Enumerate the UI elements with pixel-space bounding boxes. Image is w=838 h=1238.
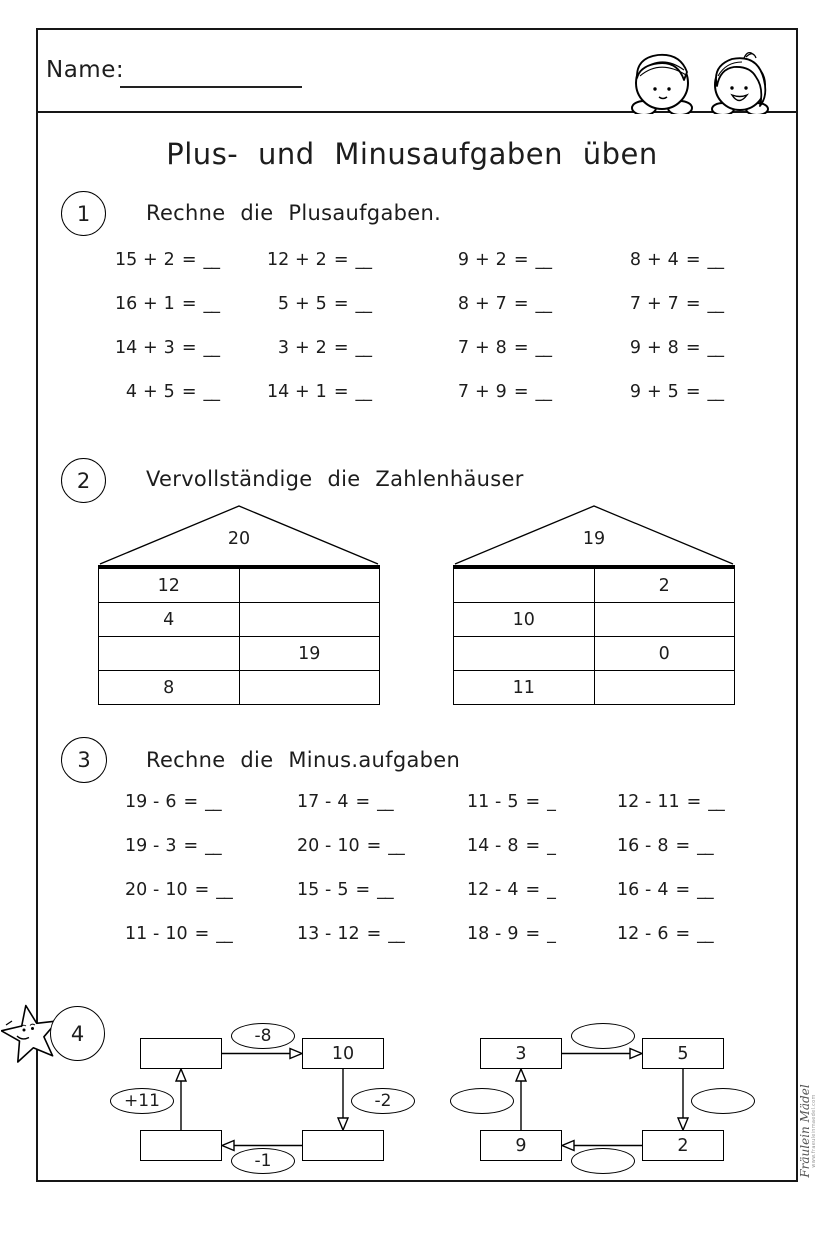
plus-problem (115, 294, 267, 314)
minus-sign: - (325, 792, 332, 812)
author-name: Fräulein Mädel (798, 1084, 812, 1178)
answer-blank: __ (203, 338, 219, 358)
operand-a: 20 (297, 836, 320, 856)
author-website: www.fraeuleinmaedel.com (811, 1094, 818, 1168)
answer-blank: __ (216, 880, 232, 900)
minus-problem (297, 924, 467, 944)
answer-blank: _ (547, 880, 555, 900)
minus-sign: - (325, 924, 332, 944)
plus-sign: + (475, 382, 490, 402)
number-house-2 (453, 503, 735, 705)
plus-sign: + (475, 338, 490, 358)
operand-b: 4 (507, 880, 519, 900)
chain-operation-right (691, 1088, 755, 1114)
operand-b: 8 (507, 836, 519, 856)
operand-a: 8 (629, 250, 641, 270)
operand-b: 7 (495, 294, 507, 314)
operand-a: 7 (629, 294, 641, 314)
plus-sign: + (475, 250, 490, 270)
house-cell-left (99, 637, 240, 670)
operand-b: 8 (657, 836, 669, 856)
house-row (99, 603, 379, 637)
chain-operation-top: -8 (231, 1023, 295, 1049)
equals-sign: = (181, 294, 197, 314)
operand-a: 9 (629, 338, 641, 358)
chain-operation-top (571, 1023, 635, 1049)
answer-blank: _ (547, 792, 555, 812)
chain-box-top-left (140, 1038, 222, 1069)
plus-sign: + (647, 294, 662, 314)
chain-operation-right: -2 (351, 1088, 415, 1114)
operand-b: 7 (667, 294, 679, 314)
plus-problem (447, 382, 619, 402)
minus-problem (125, 792, 297, 812)
answer-blank: __ (697, 880, 713, 900)
minus-problem (467, 836, 617, 856)
answer-blank: __ (203, 250, 219, 270)
plus-problem (619, 382, 759, 402)
answer-blank: __ (205, 836, 221, 856)
house-cell-right: 0 (658, 643, 670, 664)
operand-a: 19 (125, 792, 148, 812)
task-number-3: 3 (61, 737, 107, 783)
task-number-1: 1 (61, 191, 106, 236)
answer-blank: __ (535, 338, 551, 358)
equals-sign: = (181, 382, 197, 402)
plus-sign: + (295, 250, 310, 270)
house-cell-left: 10 (454, 603, 595, 636)
plus-problem (447, 250, 619, 270)
operand-a: 12 (467, 880, 490, 900)
equals-sign: = (525, 836, 541, 856)
house-cell-left (454, 569, 595, 602)
equals-sign: = (685, 382, 701, 402)
minus-sign: - (325, 880, 332, 900)
plus-problem (267, 250, 447, 270)
chain-box-top-right: 10 (302, 1038, 384, 1069)
operand-b: 6 (165, 792, 177, 812)
plus-sign: + (647, 382, 662, 402)
house-row (99, 671, 379, 704)
chain-operation-left: +11 (110, 1088, 174, 1114)
answer-blank: __ (697, 836, 713, 856)
chain-box-bottom-left (140, 1130, 222, 1161)
operand-a: 13 (297, 924, 320, 944)
equals-sign: = (686, 792, 702, 812)
author-branding (799, 1076, 818, 1186)
operand-b: 8 (495, 338, 507, 358)
plus-sign: + (143, 338, 158, 358)
operand-b: 9 (507, 924, 519, 944)
plus-problem (619, 294, 759, 314)
house-row (454, 603, 734, 637)
equals-sign: = (183, 836, 199, 856)
operand-b: 2 (163, 250, 175, 270)
name-label: Name: (46, 57, 125, 83)
answer-blank: __ (216, 924, 232, 944)
chain-operation-bottom (571, 1148, 635, 1174)
operand-a: 15 (297, 880, 320, 900)
answer-blank: __ (707, 294, 723, 314)
house-cell-left: 12 (99, 569, 240, 602)
equals-sign: = (181, 338, 197, 358)
minus-problem (125, 924, 297, 944)
operand-a: 5 (277, 294, 289, 314)
operand-a: 9 (457, 250, 469, 270)
operand-a: 8 (457, 294, 469, 314)
operand-a: 19 (125, 836, 148, 856)
house-row (99, 569, 379, 603)
equals-sign: = (675, 836, 691, 856)
equals-sign: = (366, 836, 382, 856)
operand-b: 10 (165, 924, 188, 944)
plus-sign: + (143, 250, 158, 270)
plus-problem (447, 338, 619, 358)
equals-sign: = (513, 294, 529, 314)
plus-sign: + (295, 382, 310, 402)
house-cell-right: 2 (658, 575, 670, 596)
answer-blank: __ (388, 924, 404, 944)
arithmetic-chain-2 (450, 1022, 762, 1180)
minus-problem (467, 792, 617, 812)
name-blank-line (120, 60, 302, 88)
plus-problem (267, 382, 447, 402)
equals-sign: = (194, 880, 210, 900)
operand-b: 9 (495, 382, 507, 402)
minus-sign: - (153, 924, 160, 944)
operand-a: 12 (267, 250, 290, 270)
operand-a: 12 (617, 792, 640, 812)
house-cell-left: 8 (99, 671, 240, 704)
operand-a: 4 (125, 382, 137, 402)
operand-a: 16 (115, 294, 138, 314)
minus-problem (125, 836, 297, 856)
plus-sign: + (295, 294, 310, 314)
house-cell-right (595, 671, 735, 704)
equals-sign: = (513, 382, 529, 402)
operand-a: 11 (125, 924, 148, 944)
equals-sign: = (355, 880, 371, 900)
equals-sign: = (685, 294, 701, 314)
minus-sign: - (495, 880, 502, 900)
plus-sign: + (647, 250, 662, 270)
house-row (454, 671, 734, 704)
operand-a: 14 (267, 382, 290, 402)
equals-sign: = (685, 338, 701, 358)
operand-b: 8 (667, 338, 679, 358)
number-house-1 (98, 503, 380, 705)
operand-a: 17 (297, 792, 320, 812)
operand-b: 6 (657, 924, 669, 944)
operand-b: 2 (495, 250, 507, 270)
operand-a: 11 (467, 792, 490, 812)
equals-sign: = (183, 792, 199, 812)
house-cell-right: 19 (298, 643, 321, 664)
house-table (453, 565, 735, 705)
operand-a: 18 (467, 924, 490, 944)
house-row (99, 637, 379, 671)
chain-box-top-right: 5 (642, 1038, 724, 1069)
operand-a: 16 (617, 836, 640, 856)
plus-problem (267, 294, 447, 314)
operand-b: 5 (667, 382, 679, 402)
house-cell-right (240, 569, 380, 602)
house-row (454, 637, 734, 671)
minus-problem (297, 792, 467, 812)
equals-sign: = (181, 250, 197, 270)
answer-blank: __ (355, 382, 371, 402)
operand-b: 2 (315, 250, 327, 270)
children-peeking-icon (622, 46, 780, 114)
answer-blank: _ (547, 924, 555, 944)
operand-b: 4 (337, 792, 349, 812)
minus-problem (297, 880, 467, 900)
house-cell-left: 11 (454, 671, 595, 704)
plus-sign: + (295, 338, 310, 358)
operand-b: 1 (163, 294, 175, 314)
minus-problem (467, 924, 617, 944)
minus-problem (617, 880, 765, 900)
equals-sign: = (513, 338, 529, 358)
minus-sign: - (153, 836, 160, 856)
operand-b: 5 (337, 880, 349, 900)
operand-a: 14 (115, 338, 138, 358)
minus-sign: - (495, 836, 502, 856)
minus-sign: - (153, 792, 160, 812)
equals-sign: = (685, 250, 701, 270)
chain-operation-bottom: -1 (231, 1148, 295, 1174)
equals-sign: = (366, 924, 382, 944)
task2-heading: Vervollständige die Zahlenhäuser (146, 467, 524, 491)
operand-a: 9 (629, 382, 641, 402)
plus-problem (267, 338, 447, 358)
plus-sign: + (647, 338, 662, 358)
answer-blank: __ (535, 382, 551, 402)
plus-sign: + (143, 294, 158, 314)
operand-a: 7 (457, 382, 469, 402)
operand-a: 3 (277, 338, 289, 358)
chain-box-bottom-left: 9 (480, 1130, 562, 1161)
equals-sign: = (355, 792, 371, 812)
answer-blank: __ (707, 382, 723, 402)
plus-sign: + (143, 382, 158, 402)
operand-b: 4 (657, 880, 669, 900)
equals-sign: = (525, 792, 541, 812)
answer-blank: __ (707, 338, 723, 358)
operand-a: 14 (467, 836, 490, 856)
arithmetic-chain-1 (110, 1022, 422, 1180)
minus-problem (125, 880, 297, 900)
answer-blank: __ (203, 294, 219, 314)
answer-blank: __ (708, 792, 724, 812)
operand-b: 2 (315, 338, 327, 358)
operand-b: 5 (507, 792, 519, 812)
minus-problems-grid (125, 780, 765, 956)
operand-a: 12 (617, 924, 640, 944)
minus-problem (297, 836, 467, 856)
equals-sign: = (525, 924, 541, 944)
house-row (454, 569, 734, 603)
plus-problem (619, 250, 759, 270)
answer-blank: __ (535, 294, 551, 314)
minus-problem (617, 924, 765, 944)
task-number-4: 4 (50, 1006, 105, 1061)
house-roof-sum: 20 (227, 529, 251, 549)
equals-sign: = (525, 880, 541, 900)
minus-sign: - (645, 836, 652, 856)
plus-problem (447, 294, 619, 314)
operand-b: 11 (657, 792, 680, 812)
task3-heading: Rechne die Minus.aufgaben (146, 748, 461, 772)
house-cell-left (454, 637, 595, 670)
answer-blank: __ (697, 924, 713, 944)
house-cell-right (240, 671, 380, 704)
minus-sign: - (645, 924, 652, 944)
house-table (98, 565, 380, 705)
operand-b: 3 (163, 338, 175, 358)
house-roof-sum: 19 (582, 529, 606, 549)
minus-sign: - (645, 880, 652, 900)
page-title: Plus- und Minusaufgaben üben (166, 137, 658, 171)
equals-sign: = (513, 250, 529, 270)
plus-problem (115, 382, 267, 402)
minus-sign: - (325, 836, 332, 856)
answer-blank: __ (355, 294, 371, 314)
operand-b: 1 (315, 382, 327, 402)
answer-blank: _ (547, 836, 555, 856)
equals-sign: = (675, 924, 691, 944)
answer-blank: __ (377, 792, 393, 812)
operand-a: 20 (125, 880, 148, 900)
chain-box-bottom-right: 2 (642, 1130, 724, 1161)
plus-problem (115, 338, 267, 358)
plus-problem (619, 338, 759, 358)
answer-blank: __ (355, 250, 371, 270)
minus-sign: - (645, 792, 652, 812)
operand-b: 12 (337, 924, 360, 944)
equals-sign: = (333, 338, 349, 358)
answer-blank: __ (377, 880, 393, 900)
operand-b: 4 (667, 250, 679, 270)
operand-a: 15 (115, 250, 138, 270)
equals-sign: = (333, 294, 349, 314)
answer-blank: __ (388, 836, 404, 856)
operand-a: 16 (617, 880, 640, 900)
chain-operation-left (450, 1088, 514, 1114)
operand-b: 5 (315, 294, 327, 314)
equals-sign: = (333, 382, 349, 402)
plus-sign: + (475, 294, 490, 314)
answer-blank: __ (203, 382, 219, 402)
answer-blank: __ (205, 792, 221, 812)
plus-problems-grid (115, 238, 759, 414)
equals-sign: = (333, 250, 349, 270)
chain-box-bottom-right (302, 1130, 384, 1161)
minus-sign: - (153, 880, 160, 900)
house-cell-right (595, 603, 735, 636)
equals-sign: = (194, 924, 210, 944)
minus-sign: - (495, 792, 502, 812)
answer-blank: __ (707, 250, 723, 270)
plus-problem (115, 250, 267, 270)
minus-problem (617, 836, 765, 856)
equals-sign: = (675, 880, 691, 900)
operand-a: 7 (457, 338, 469, 358)
minus-problem (467, 880, 617, 900)
chain-box-top-left: 3 (480, 1038, 562, 1069)
operand-b: 3 (165, 836, 177, 856)
task-number-2: 2 (61, 458, 106, 503)
answer-blank: __ (535, 250, 551, 270)
operand-b: 10 (165, 880, 188, 900)
minus-sign: - (495, 924, 502, 944)
answer-blank: __ (355, 338, 371, 358)
operand-b: 10 (337, 836, 360, 856)
house-cell-right (240, 603, 380, 636)
operand-b: 5 (163, 382, 175, 402)
house-cell-left: 4 (99, 603, 240, 636)
task1-heading: Rechne die Plusaufgaben. (146, 201, 442, 225)
minus-problem (617, 792, 765, 812)
